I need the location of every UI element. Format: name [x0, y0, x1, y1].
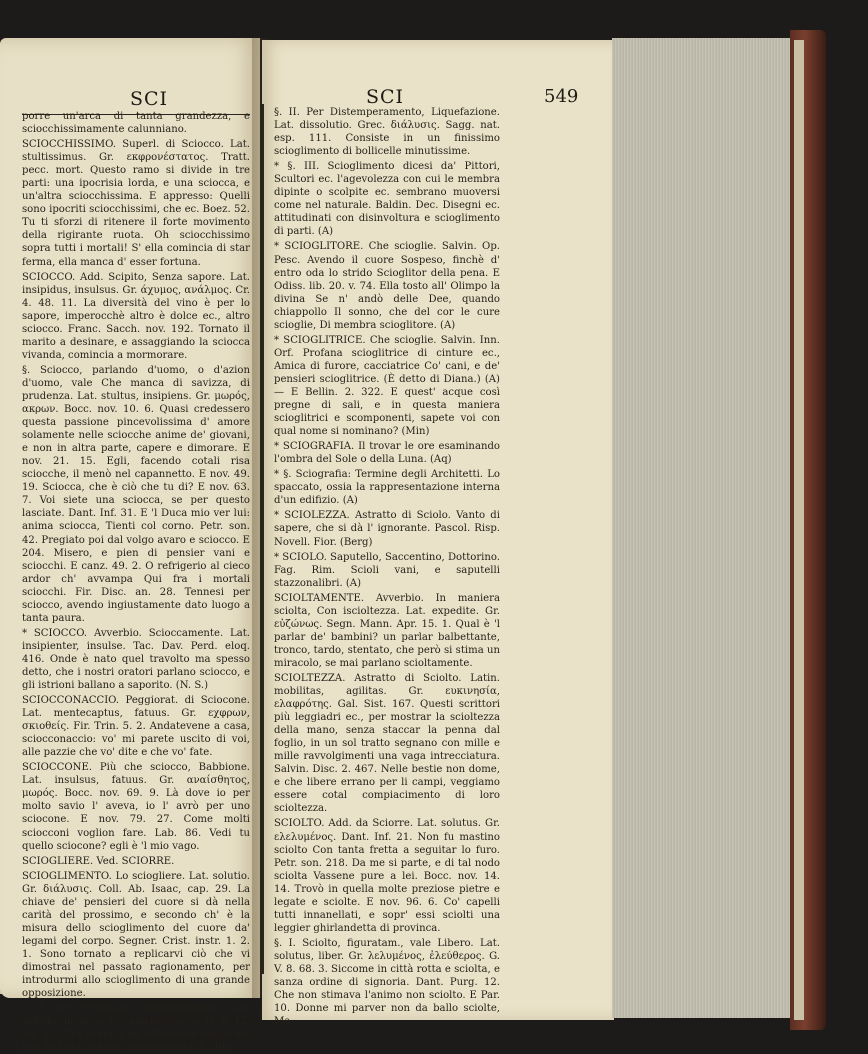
cover-board	[794, 40, 804, 1020]
dictionary-entry: SCIOCCO. Add. Scipito, Senza sapore. Lat. insipidus, insulsus. Gr. άχυμος, ανάλμος. Cr. 4. 48. 11. La diversità del vino è per lo sapore, imperocchè altro è dolce ec., altro sciocco. Franc. Sacch. nov. 192. Tornato il marito a desinare, e assaggiando la sciocca vivanda, comincia a mormorare.	[22, 271, 250, 361]
dictionary-entry: SCIOLTO. Add. da Sciorre. Lat. solutus. Gr. ελελυμένος. Dant. Inf. 21. Non fu mastino sciolto Con tanta fretta a seguitar lo furo. Petr. son. 218. Da me si parte, e di tal nodo sciolta Vassene pure a lei. Bocc. nov. 14. 14. Trovò in quella molte preziose pietre e legate e sciolte. E nov. 96. 6. Co' capelli tutti innanellati, e sopr' essi sciolti una leggier ghirlandetta di provinca.	[274, 818, 500, 934]
dictionary-entry: SCIOCCONE. Più che sciocco, Babbione. Lat. insulsus, fatuus. Gr. αναίσθητος, μωρός. Bocc. nov. 69. 9. Là dove io per molto savio l' aveva, io l' avrò per uno sciocone. E nov. 79. 27. Come molti sciocconi voglion fare. Lab. 86. Vedi tu quello sciocone? egli è 'l mio vago.	[22, 762, 250, 852]
dictionary-entry: SCIOCCHISSIMO. Superl. di Sciocco. Lat. stultissimus. Gr. εκφρονέστατος. Tratt. pecc. mort. Questo ramo si divide in tre parti: una ipocrisia lorda, e una sciocca, e un'altra sciocchissima. E appresso: Quelli sono ipocriti sciocchissimi, che ec. Boez. 52. Tu ti sforzi di ritenere il forte movimento della rigirante ruota. Oh sciocchissimo sopra tutti i mortali! S' ella comincia di star ferma, ella manca d' esser fortuna.	[22, 139, 250, 268]
left-running-head: SCI	[130, 88, 169, 110]
dictionary-entry: porre un'arca di tanta grandezza, e sciocchissimamente calunniano.	[22, 111, 250, 136]
dictionary-entry: §. I. Per Sedizioso commovimento. Lat. seditio, licentia. Gr. ακαταστασία. G. V. 12. 58. 3. Altra ruberia od offensione corporale non fu fatta in tanto scioglimento di città.	[22, 1003, 250, 1054]
dictionary-entry: * SCIOGLITORE. Che scioglie. Salvin. Op. Pesc. Avendo il cuore Sospeso, finchè d' entro oda lo strido Scioglitor della pena. E Odiss. lib. 20. v. 74. Ella tosto all' Olimpo la divina Se n' andò delle Dee, quando chiappollo Il sonno, che del cor le cure scioglie, Di membra scioglitore. (A)	[274, 241, 500, 331]
dictionary-entry: SCIOGLIMENTO. Lo sciogliere. Lat. solutio. Gr. διάλυσις. Coll. Ab. Isaac, cap. 29. La chiave de' pensieri del cuore si dà nella carità del prossimo, e secondo ch' è la misura dello scioglimento del cuore da' legami del corpo. Segner. Crist. instr. 1. 2. 1. Sono tornato a replicarvi ciò che vi dimostrai nel passato ragionamento, per introdurmi allo scioglimento di una grande opposizione.	[22, 870, 250, 1000]
dictionary-entry: * SCIOLEZZA. Astratto di Sciolo. Vanto di sapere, che si dà l' ignorante. Pascol. Risp. Novell. Fior. (Berg)	[274, 510, 500, 548]
dictionary-entry: * SCIOCCO. Avverbio. Scioccamente. Lat. insipienter, insulse. Tac. Dav. Perd. eloq. 416. Onde è nato quel travolto ma spesso detto, che i nostri oratori parlano sciocco, e gli istrioni ballano a saporito. (N. S.)	[22, 627, 250, 692]
dictionary-entry: SCIOGLIERE. Ved. SCIORRE.	[22, 855, 175, 867]
page-number: 549	[544, 86, 579, 107]
dictionary-entry: SCIOLTEZZA. Astratto di Sciolto. Latin. mobilitas, agilitas. Gr. ευκινησία, ελαφρότης. Gal. Sist. 167. Questi scrittori più leggiadri ec., per mostrar la scioltezza della mano, senza staccar la penna dal foglio, in un sol tratto segnano con mille e mille ravvolgimenti una vaga intrecciatura. Salvin. Disc. 2. 467. Nelle bestie non dome, e che libere errano per li campi, veggiamo essere cotal compiacimento di loro scioltezza.	[274, 672, 500, 815]
page-edges	[612, 38, 794, 1018]
right-column	[274, 106, 500, 1028]
dictionary-entry: SCIOCCONACCIO. Peggiorat. di Sciocone. Lat. mentecaptus, fatuus. Gr. εχφρων, σκιοθείς. Fir. Trin. 5. 2. Andatevene a casa, sciocconaccio: vo' mi parete uscito di voi, alle pazzie che vo' dite e che vo' fate.	[22, 695, 250, 759]
dictionary-entry: * SCIOGRAFIA. Il trovar le ore esaminando l'ombra del Sole o della Luna. (Aq)	[274, 441, 500, 466]
left-page	[0, 38, 260, 1054]
column-rule	[262, 104, 264, 974]
dictionary-entry: SCIOLTAMENTE. Avverbio. In maniera sciolta, Con iscioltezza. Lat. expedite. Gr. εὐζώνως. Segn. Mann. Apr. 15. 1. Qual è 'l parlar de' bambini? un parlar balbettante, tronco, tardo, stentato, che però si stima un miracolo, se mai parlano scioltamente.	[274, 592, 500, 669]
dictionary-entry: * §. III. Scioglimento dicesi da' Pittori, Scultori ec. l'agevolezza con cui le membra dipinte o scolpite ec. sembrano muoversi come nel naturale. Baldin. Dec. Disegni ec. attitudinati con disinvoltura e scioglimento di parti. (A)	[274, 161, 500, 238]
dictionary-entry: * SCIOGLITRICE. Che scioglie. Salvin. Inn. Orf. Profana scioglitrice di cinture ec., Amica di furore, cacciatrice Co' cani, e de' pensieri scioglitrice. (È detto di Diana.) (A) — E Bellin. 2. 322. E quest' acque così pregne di sali, e in questa maniera scioglitrici e scomponenti, sapete voi con qual nome si nominano? (Min)	[274, 334, 500, 438]
right-page	[262, 40, 614, 1028]
dictionary-entry: §. II. Per Distemperamento, Liquefazione. Lat. dissolutio. Grec. διάλυσις. Sagg. nat. esp. 111. Consiste in un finissimo scioglimento di bollicelle minutissime.	[274, 107, 500, 158]
dictionary-entry: * SCIOLO. Saputello, Saccentino, Dottorino. Fag. Rim. Scioli vani, e saputelli stazzonalibri. (A)	[274, 551, 500, 589]
dictionary-entry: * §. Sciografia: Termine degli Architetti. Lo spaccato, ossia la rappresentazione interna d'un edifizio. (A)	[274, 469, 500, 507]
dictionary-entry: §. Sciocco, parlando d'uomo, o d'azion d'uomo, vale Che manca di savizza, di prudenza. Lat. stultus, insipiens. Gr. μωρός, ακρων. Bocc. nov. 10. 6. Quasi credessero questa passione pincevolissima d' amore solamente nelle sciocche anime de' giovani, e non in altra parte, capere e dimorare. E nov. 21. 15. Egli, facendo cotali risa sciocche, il menò nel capannetto. E nov. 49. 19. Sciocca, che è ciò che tu di? E nov. 63. 7. Voi siete una sciocca, se per questo lasciate. Dant. Inf. 31. E 'l Duca mio ver lui: anima sciocca, Tienti col corno. Petr. son. 42. Pregiato poi dal volgo avaro e sciocco. E 204. Misero, e pien di pensier vani e sciocchi. E canz. 49. 2. O refrigerio al cieco ardor ch' avvampa Qui fra i mortali sciocchi. Fir. Disc. an. 28. Tennesi per sciocco, avendo ingiustamente dato luogo a tanta paura.	[22, 364, 250, 624]
dictionary-entry: §. I. Sciolto, figuratam., vale Libero. Lat. solutus, liber. Gr. λελυμένος, ἐλεύθερος. G. V. 8. 68. 3. Siccome in città rotta e sciolta, e sanza ordine di signoria. Dant. Purg. 12. Che non stimava l'animo non sciolto. E Par. 10. Donne mi parver non da ballo sciolte, Ma	[274, 937, 500, 1028]
right-running-head: SCI	[366, 86, 405, 108]
left-column	[22, 110, 250, 1054]
